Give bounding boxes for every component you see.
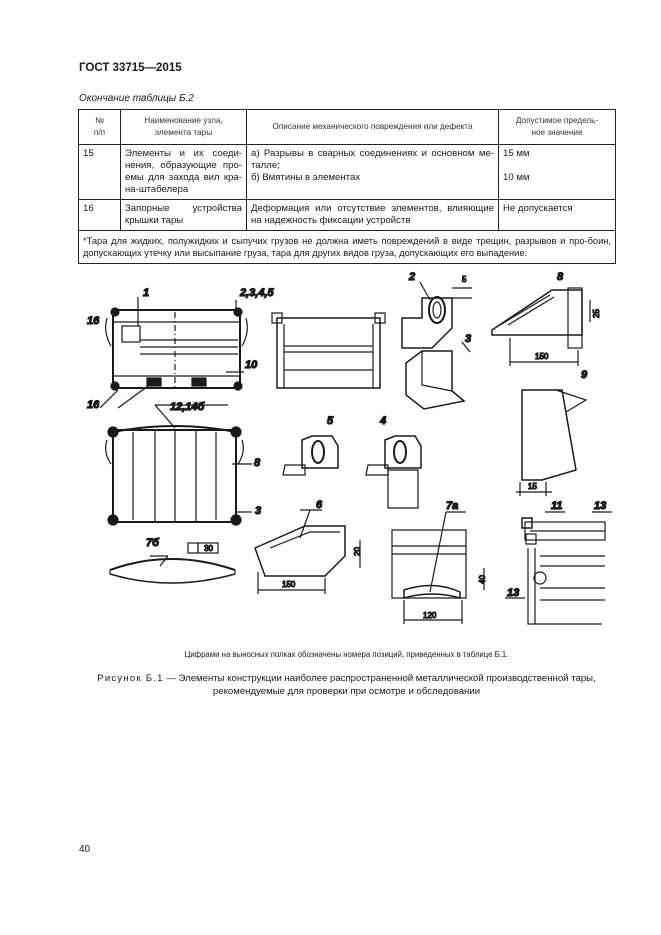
fig-label-8a: 8 bbox=[254, 457, 261, 469]
fig-label-1214: 12,14б bbox=[170, 401, 205, 413]
figure-caption-label: Рисунок Б.1 bbox=[97, 673, 164, 684]
row-desc-line: а) Разрывы в сварных соединениях и основном ме-талле; bbox=[251, 148, 494, 171]
fig-label-1: 1 bbox=[143, 287, 150, 299]
fig-label-13b: 13 bbox=[507, 587, 520, 599]
document-header: ГОСТ 33715—2015 bbox=[79, 62, 182, 74]
fig-label-30: 30 bbox=[204, 544, 213, 553]
table-caption: Окончание таблицы Б.2 bbox=[79, 93, 194, 104]
fig-label-8b: 8 bbox=[557, 271, 564, 283]
fig-label-16a: 16 bbox=[87, 315, 100, 327]
figure-caption bbox=[78, 673, 615, 698]
detail-11-13-drawing bbox=[505, 512, 612, 624]
row-name: Элементы и их соеди-нения, образующие про-емы для захода вил кра-на-штабелера bbox=[121, 145, 247, 200]
table-footnote: *Тара для жидких, полужидких и сыпучих грузов не должна иметь повреждений в виде трещин, разрывов и про-боин, допускающих утечку или высыпание груза, тара для других видов груза, допускающих его выпадение. bbox=[79, 231, 616, 264]
detail-6-drawing bbox=[255, 510, 360, 594]
row-desc-line: б) Вмятины в элементах bbox=[251, 172, 361, 183]
fig-label-9: 9 bbox=[581, 369, 588, 381]
page-number: 40 bbox=[79, 844, 91, 855]
row-desc bbox=[247, 145, 499, 200]
fig-label-7b: 7б bbox=[146, 537, 159, 549]
col-header-value: Допустимое предель- ное значение bbox=[499, 110, 616, 145]
fig-label-3b: 3 bbox=[465, 333, 472, 345]
table-footnote-row bbox=[79, 231, 616, 264]
fig-label-25: 25 bbox=[592, 309, 601, 318]
row-desc: Деформация или отсутствие элементов, влияющие на надежность фиксации устройств bbox=[247, 200, 499, 231]
fig-label-15: 15 bbox=[528, 482, 537, 491]
container-top-view bbox=[106, 405, 252, 525]
container-side-view bbox=[272, 313, 385, 388]
fig-label-5: 5 bbox=[327, 415, 334, 427]
col-header-num: № п/п bbox=[79, 110, 121, 145]
figure-caption-text: — Элементы конструкции наиболее распространенной металлической производственной тары, рекомендуемые для проверки при осмотре и обследовании bbox=[163, 673, 596, 697]
fig-label-2: 2 bbox=[409, 271, 416, 283]
table-row bbox=[79, 200, 616, 231]
lid-drawing bbox=[110, 543, 235, 583]
row-num: 16 bbox=[79, 200, 121, 231]
fig-label-16b: 16 bbox=[87, 399, 100, 411]
fig-label-120: 120 bbox=[423, 611, 437, 620]
row-value-line: 10 мм bbox=[503, 172, 530, 183]
fig-label-20: 20 bbox=[353, 547, 362, 556]
fig-label-40: 40 bbox=[478, 575, 487, 584]
container-front-view bbox=[100, 297, 247, 408]
defects-table bbox=[78, 109, 616, 264]
row-num: 15 bbox=[79, 145, 121, 200]
detail-5-drawing bbox=[283, 436, 338, 475]
detail-7a-drawing bbox=[392, 512, 484, 624]
row-value bbox=[499, 145, 616, 200]
detail-4-drawing bbox=[366, 436, 421, 508]
detail-9-drawing bbox=[516, 390, 586, 496]
fig-label-5-top: 5 bbox=[462, 275, 467, 284]
fig-label-7a: 7а bbox=[446, 500, 459, 512]
fig-label-4: 4 bbox=[380, 415, 387, 427]
fig-label-150a: 150 bbox=[535, 352, 549, 361]
fig-label-150b: 150 bbox=[282, 580, 296, 589]
fig-label-3a: 3 bbox=[255, 505, 262, 517]
fig-label-11: 11 bbox=[551, 500, 563, 512]
col-header-name: Наименование узла, элемента тары bbox=[121, 110, 247, 145]
container-elements-figure bbox=[0, 270, 661, 650]
row-name: Запорные устройства крышки тары bbox=[121, 200, 247, 231]
table-header-row bbox=[79, 110, 616, 145]
fig-label-2345: 2,3,4,5 bbox=[240, 287, 274, 299]
row-value: Не допускается bbox=[499, 200, 616, 231]
detail-2-drawing bbox=[402, 282, 472, 348]
table-row bbox=[79, 145, 616, 200]
fig-label-13a: 13 bbox=[594, 500, 607, 512]
fig-label-10: 10 bbox=[245, 359, 258, 371]
col-header-desc: Описание механического повреждения или дефекта bbox=[247, 110, 499, 145]
row-value-line: 15 мм bbox=[503, 148, 530, 159]
detail-3-drawing bbox=[406, 342, 470, 409]
fig-label-6: 6 bbox=[316, 499, 323, 511]
figure-note: Цифрами на выносных полках обозначены номера позиций, приведенных в таблице Б.1. bbox=[184, 650, 509, 659]
